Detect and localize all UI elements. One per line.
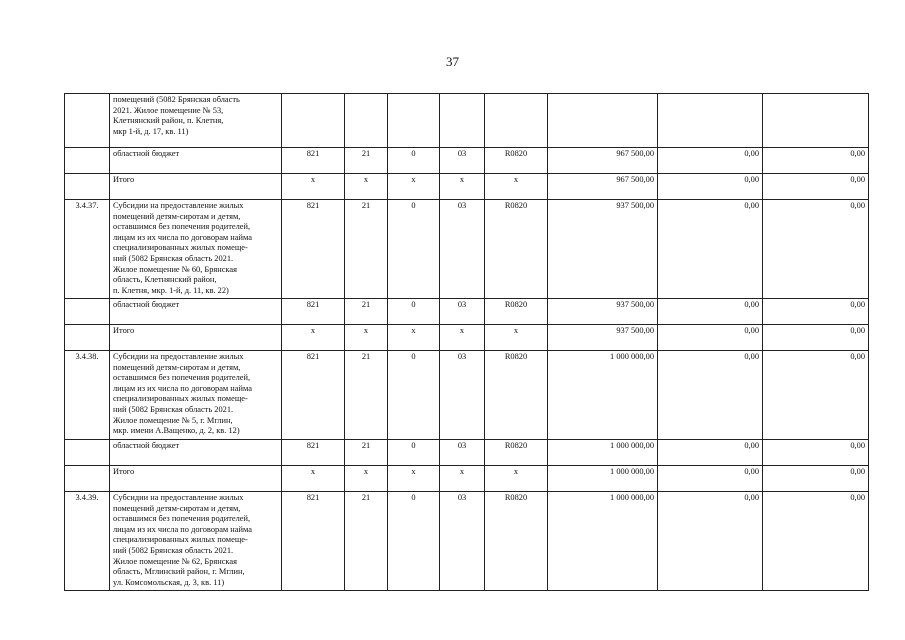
- cell-amount-year1: [548, 94, 658, 148]
- table-row: [65, 94, 869, 148]
- cell-program: 03: [440, 148, 485, 174]
- table-row: [65, 440, 869, 466]
- cell-amount-year2: 0,00: [658, 200, 763, 299]
- cell-amount-year3: 0,00: [763, 351, 869, 440]
- row-number: [65, 94, 110, 148]
- cell-program: 03: [440, 440, 485, 466]
- cell-subsection: 0: [388, 492, 440, 591]
- cell-grbs: x: [282, 174, 345, 200]
- table-row: [65, 200, 869, 299]
- cell-grbs: 821: [282, 200, 345, 299]
- cell-amount-year2: 0,00: [658, 492, 763, 591]
- cell-amount-year3: 0,00: [763, 299, 869, 325]
- table-row: [65, 466, 869, 492]
- cell-amount-year2: 0,00: [658, 351, 763, 440]
- table-row: [65, 351, 869, 440]
- row-number: [65, 299, 110, 325]
- row-name: Субсидии на предоставление жилых помещений детям-сиротам и детям, оставшимся без попечения родителей, лицам из их числа по договорам найма специализированных жилых помеще- ний (5082 Брянская область 2021. Жилое помещение № 5, г. Мглин, мкр. имени А.Ващенко, д. 2, кв. 12): [110, 351, 282, 440]
- cell-program: 03: [440, 492, 485, 591]
- cell-program: x: [440, 174, 485, 200]
- cell-amount-year2: 0,00: [658, 466, 763, 492]
- table-row: [65, 299, 869, 325]
- cell-grbs: 821: [282, 148, 345, 174]
- cell-target-article: x: [485, 466, 548, 492]
- table-row: [65, 174, 869, 200]
- cell-subsection: x: [388, 174, 440, 200]
- cell-amount-year3: [763, 94, 869, 148]
- row-number: 3.4.38.: [65, 351, 110, 440]
- cell-section: x: [345, 174, 388, 200]
- page-number: 37: [446, 54, 459, 69]
- cell-amount-year1: 937 500,00: [548, 200, 658, 299]
- row-name: областной бюджет: [110, 148, 282, 174]
- cell-target-article: R0820: [485, 440, 548, 466]
- cell-target-article: R0820: [485, 351, 548, 440]
- cell-amount-year3: 0,00: [763, 174, 869, 200]
- cell-target-article: R0820: [485, 299, 548, 325]
- cell-program: 03: [440, 299, 485, 325]
- row-name: Субсидии на предоставление жилых помещений детям-сиротам и детям, оставшимся без попечения родителей, лицам из их числа по договорам найма специализированных жилых помеще- ний (5082 Брянская область 2021. Жилое помещение № 60, Брянская область, Клетнянский район, п. Клетня, мкр. 1-й, д. 11, кв. 22): [110, 200, 282, 299]
- table-row: [65, 325, 869, 351]
- cell-amount-year2: 0,00: [658, 440, 763, 466]
- cell-program: x: [440, 466, 485, 492]
- cell-grbs: [282, 94, 345, 148]
- cell-section: 21: [345, 440, 388, 466]
- cell-amount-year3: 0,00: [763, 440, 869, 466]
- cell-amount-year2: 0,00: [658, 174, 763, 200]
- row-name: областной бюджет: [110, 440, 282, 466]
- cell-program: x: [440, 325, 485, 351]
- cell-amount-year1: 1 000 000,00: [548, 492, 658, 591]
- cell-subsection: x: [388, 466, 440, 492]
- cell-subsection: x: [388, 325, 440, 351]
- cell-program: 03: [440, 200, 485, 299]
- cell-subsection: 0: [388, 351, 440, 440]
- cell-amount-year2: 0,00: [658, 148, 763, 174]
- row-name: помещений (5082 Брянская область 2021. Жилое помещение № 53, Клетнянский район, п. Клетня, мкр 1-й, д. 17, кв. 11): [110, 94, 282, 148]
- cell-target-article: R0820: [485, 200, 548, 299]
- cell-amount-year3: 0,00: [763, 200, 869, 299]
- cell-amount-year3: 0,00: [763, 325, 869, 351]
- cell-amount-year1: 1 000 000,00: [548, 466, 658, 492]
- cell-subsection: 0: [388, 299, 440, 325]
- cell-amount-year1: 1 000 000,00: [548, 351, 658, 440]
- row-number: 3.4.39.: [65, 492, 110, 591]
- cell-grbs: x: [282, 466, 345, 492]
- cell-grbs: 821: [282, 440, 345, 466]
- cell-subsection: 0: [388, 440, 440, 466]
- cell-grbs: 821: [282, 299, 345, 325]
- cell-amount-year2: [658, 94, 763, 148]
- cell-grbs: 821: [282, 492, 345, 591]
- cell-amount-year3: 0,00: [763, 492, 869, 591]
- row-number: [65, 466, 110, 492]
- row-number: [65, 440, 110, 466]
- cell-target-article: x: [485, 174, 548, 200]
- cell-target-article: R0820: [485, 148, 548, 174]
- cell-grbs: 821: [282, 351, 345, 440]
- row-number: 3.4.37.: [65, 200, 110, 299]
- row-number: [65, 325, 110, 351]
- row-name: Итого: [110, 174, 282, 200]
- cell-subsection: 0: [388, 200, 440, 299]
- cell-section: 21: [345, 351, 388, 440]
- cell-amount-year2: 0,00: [658, 299, 763, 325]
- cell-amount-year3: 0,00: [763, 466, 869, 492]
- row-number: [65, 174, 110, 200]
- table-row: [65, 492, 869, 591]
- cell-amount-year3: 0,00: [763, 148, 869, 174]
- cell-subsection: [388, 94, 440, 148]
- cell-section: x: [345, 466, 388, 492]
- cell-section: 21: [345, 299, 388, 325]
- cell-amount-year2: 0,00: [658, 325, 763, 351]
- cell-target-article: R0820: [485, 492, 548, 591]
- cell-amount-year1: 967 500,00: [548, 174, 658, 200]
- cell-section: [345, 94, 388, 148]
- cell-program: 03: [440, 351, 485, 440]
- table-row: [65, 148, 869, 174]
- cell-section: 21: [345, 148, 388, 174]
- cell-program: [440, 94, 485, 148]
- row-name: областной бюджет: [110, 299, 282, 325]
- row-name: Субсидии на предоставление жилых помещений детям-сиротам и детям, оставшимся без попечения родителей, лицам из их числа по договорам найма специализированных жилых помеще- ний (5082 Брянская область 2021. Жилое помещение № 62, Брянская область, Мглинский район, г. Мглин, ул. Комсомольская, д. 3, кв. 11): [110, 492, 282, 591]
- row-number: [65, 148, 110, 174]
- cell-amount-year1: 967 500,00: [548, 148, 658, 174]
- cell-section: 21: [345, 200, 388, 299]
- cell-section: 21: [345, 492, 388, 591]
- row-name: Итого: [110, 325, 282, 351]
- cell-target-article: [485, 94, 548, 148]
- cell-amount-year1: 937 500,00: [548, 299, 658, 325]
- budget-table: [64, 93, 869, 591]
- cell-section: x: [345, 325, 388, 351]
- cell-grbs: x: [282, 325, 345, 351]
- row-name: Итого: [110, 466, 282, 492]
- cell-amount-year1: 1 000 000,00: [548, 440, 658, 466]
- cell-amount-year1: 937 500,00: [548, 325, 658, 351]
- cell-subsection: 0: [388, 148, 440, 174]
- cell-target-article: x: [485, 325, 548, 351]
